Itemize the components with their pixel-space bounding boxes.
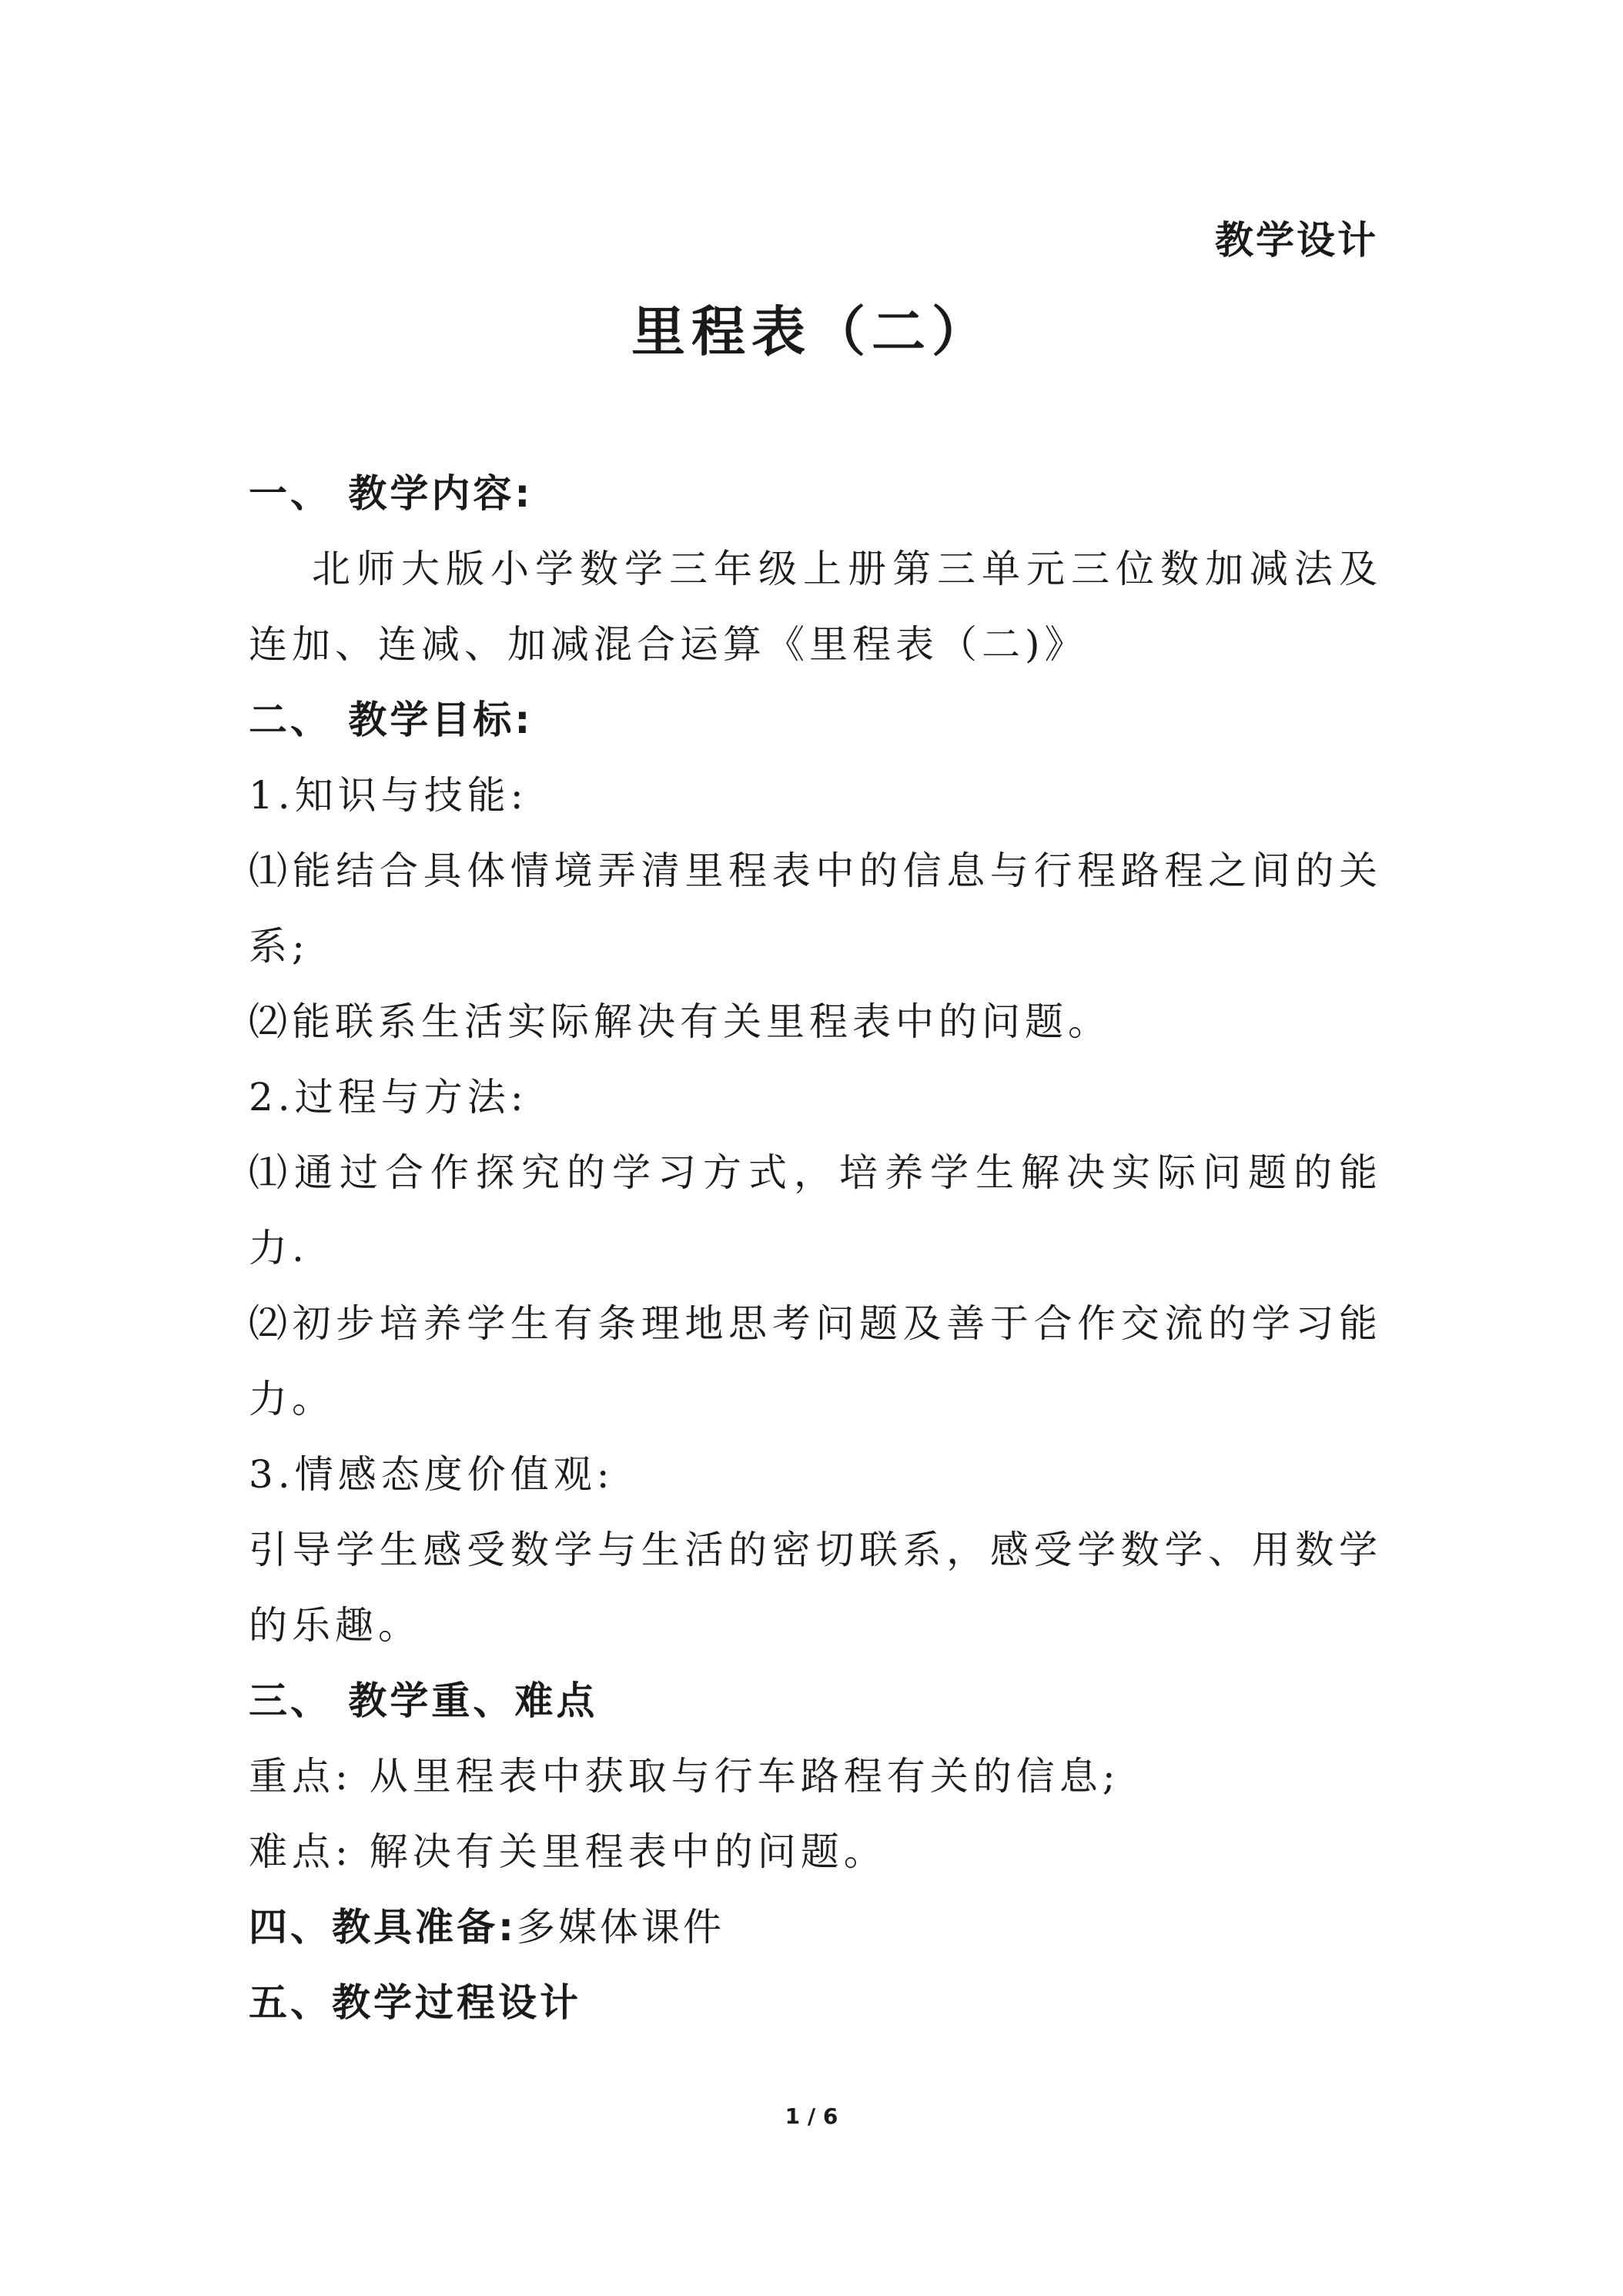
section-heading-process: 五、教学过程设计	[249, 1980, 581, 2025]
goal-process-item-1: ⑴通过合作探究的学习方式，培养学生解决实际问题的能力.	[249, 1150, 1382, 1270]
difficult-point: 难点: 解决有关里程表中的问题。	[249, 1829, 887, 1874]
section-heading-goals: 二、 教学目标:	[249, 698, 534, 742]
goal-attitude-text: 引导学生感受数学与生活的密切联系，感受学数学、用数学的乐趣。	[249, 1528, 1382, 1648]
tools-heading-label: 四、教具准备:	[249, 1905, 517, 1950]
goal-knowledge-item-1: ⑴能结合具体情境弄清里程表中的信息与行程路程之间的关系;	[249, 848, 1382, 969]
key-point: 重点: 从里程表中获取与行车路程有关的信息;	[249, 1754, 1120, 1799]
section-heading-tools	[249, 1889, 1382, 1965]
goal-attitude-title: 3.情感态度价值观:	[249, 1452, 614, 1497]
page-number: 1 / 6	[785, 2104, 838, 2129]
page-title: 里程表（二）	[631, 300, 992, 363]
goal-knowledge-item-2: ⑵能联系生活实际解决有关里程表中的问题。	[249, 999, 1111, 1044]
goal-process-item-2: ⑵初步培养学生有条理地思考问题及善于合作交流的学习能力。	[249, 1301, 1382, 1421]
section-heading-content: 一、 教学内容:	[249, 471, 534, 516]
tools-text: 多媒体课件	[517, 1905, 724, 1950]
goal-process-title: 2.过程与方法:	[249, 1075, 528, 1120]
content-paragraph: 北师大版小学数学三年级上册第三单元三位数加减法及连加、连减、加减混合运算《里程表（二)》	[249, 547, 1382, 667]
document-type-label: 教学设计	[1215, 218, 1378, 263]
section-heading-keypoints: 三、 教学重、难点	[249, 1678, 598, 1723]
document-body	[249, 456, 1382, 2040]
goal-knowledge-title: 1.知识与技能:	[249, 773, 528, 818]
